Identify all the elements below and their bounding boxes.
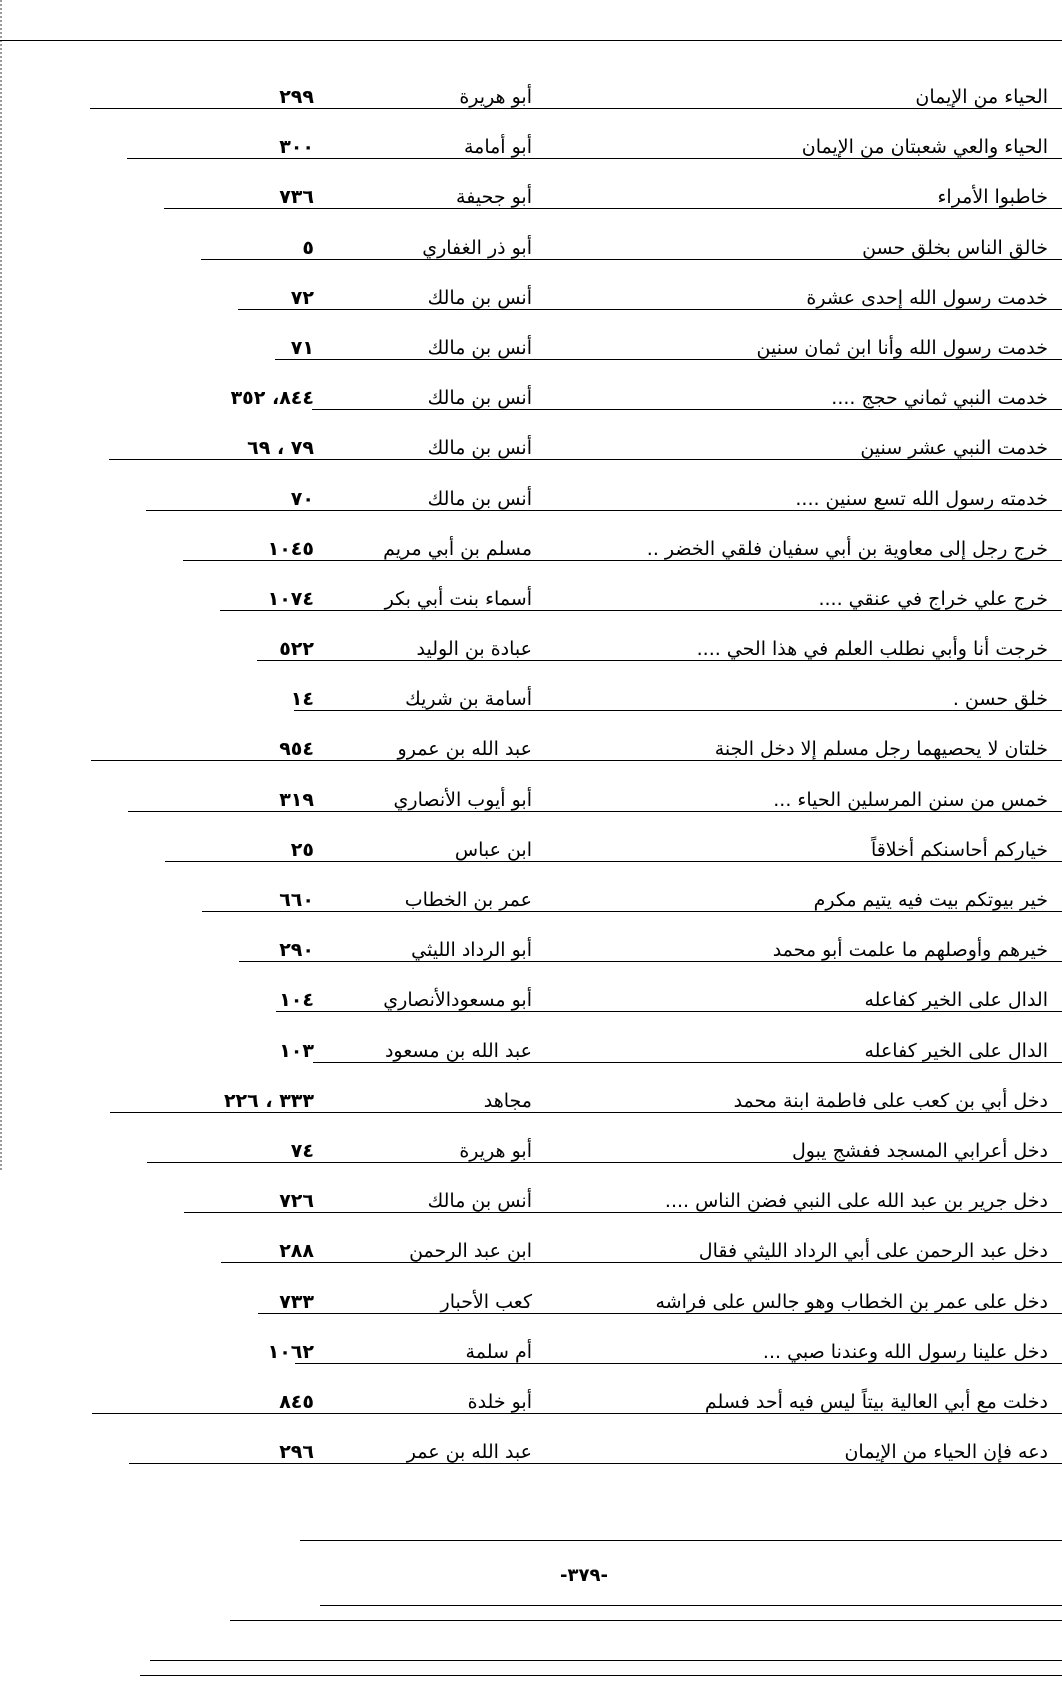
hadith-text: خلق حسن .: [952, 688, 1048, 711]
hadith-text: خالق الناس بخلق حسن: [862, 236, 1048, 259]
hadith-text: خدمته رسول الله تسع سنين ....: [795, 487, 1048, 510]
narrator-name: أم سلمة: [465, 1340, 532, 1363]
reference-number: ٢٨٨: [279, 1240, 314, 1263]
row-underline: [220, 610, 1062, 611]
narrator-name: مسلم بن أبي مريم: [383, 537, 532, 560]
narrator-name: أنس بن مالك: [427, 336, 532, 359]
narrator-name: عبد الله بن عمرو: [397, 738, 532, 761]
reference-number: ٧٣٦: [279, 186, 314, 209]
narrator-name: أبو مسعودالأنصاري: [383, 989, 532, 1012]
narrator-name: أسماء بنت أبي بكر: [384, 587, 532, 610]
reference-number: ٢٩٠: [279, 939, 314, 962]
row-underline: [258, 1313, 1062, 1314]
reference-number: ٨٤٤، ٣٥٢: [230, 387, 314, 410]
scan-line: [140, 1675, 1062, 1676]
row-underline: [276, 1011, 1062, 1012]
row-underline: [183, 560, 1062, 561]
narrator-name: أبو أمامة: [463, 136, 532, 159]
table-row: [0, 512, 1062, 562]
reference-number: ٢٩٦: [279, 1441, 314, 1464]
hadith-text: الحياء والعي شعبتان من الإيمان: [801, 136, 1048, 159]
row-underline: [146, 510, 1062, 511]
row-underline: [257, 660, 1062, 661]
reference-number: ١٠٤٥: [267, 537, 314, 560]
reference-number: ٣٠٠: [279, 136, 314, 159]
hadith-text: خدمت رسول الله إحدى عشرة: [806, 286, 1048, 309]
narrator-name: أنس بن مالك: [427, 487, 532, 510]
narrator-name: عمر بن الخطاب: [404, 889, 532, 911]
hadith-text: دخل أعرابي المسجد ففشج يبول: [791, 1139, 1048, 1162]
table-row: [0, 411, 1062, 461]
reference-number: ٣٣٣ ، ٢٢٦: [223, 1089, 314, 1112]
narrator-name: أنس بن مالك: [427, 437, 532, 460]
hadith-text: دخلت مع أبي العالية بيتاً ليس فيه أحد فسلم: [704, 1390, 1048, 1413]
narrator-name: عبادة بن الوليد: [416, 638, 532, 661]
reference-number: ٦٦٠: [279, 889, 314, 911]
hadith-text: الدال على الخير كفاعله: [864, 1039, 1048, 1062]
hadith-text: خاطبوا الأمراء: [937, 186, 1048, 209]
row-underline: [90, 108, 1062, 109]
reference-number: ٢٥: [290, 838, 314, 861]
hadith-text: خير بيوتكم بيت فيه يتيم مكرم: [813, 889, 1048, 911]
row-underline: [313, 1062, 1062, 1063]
scan-line: [230, 1620, 1062, 1621]
narrator-name: عبد الله بن مسعود: [384, 1039, 532, 1062]
table-row: [0, 813, 1062, 863]
reference-number: ١٠٤: [279, 989, 314, 1012]
hadith-text: خرجت أنا وأبي نطلب العلم في هذا الحي ....: [696, 638, 1048, 661]
reference-number: ٧١: [290, 336, 314, 359]
narrator-name: ابن عباس: [454, 838, 532, 861]
table-row: [0, 562, 1062, 612]
reference-number: ٧٤: [290, 1139, 314, 1162]
narrator-name: أبو أيوب الأنصاري: [393, 788, 532, 811]
hadith-text: خدمت النبي عشر سنين: [860, 437, 1048, 460]
reference-number: ١٠٦٢: [267, 1340, 314, 1363]
hadith-text: خدمت رسول الله وأنا ابن ثمان سنين: [756, 336, 1048, 359]
row-underline: [202, 911, 1062, 912]
scan-line: [300, 1540, 1062, 1541]
scan-line: [320, 1605, 1062, 1606]
reference-number: ٥٢٢: [279, 638, 314, 661]
scan-line: [150, 1660, 1062, 1661]
row-underline: [294, 710, 1062, 711]
row-underline: [127, 158, 1062, 159]
hadith-text: دخل جرير بن عبد الله على النبي فضن الناس ....: [664, 1190, 1048, 1213]
hadith-text: الدال على الخير كفاعله: [864, 989, 1048, 1012]
hadith-text: خيرهم وأوصلهم ما علمت أبو محمد: [772, 939, 1048, 962]
row-underline: [312, 409, 1062, 410]
narrator-name: أبو ذر الغفاري: [422, 236, 532, 259]
table-row: [0, 1164, 1062, 1214]
hadith-text: خمس من سنن المرسلين الحياء ...: [773, 788, 1048, 811]
row-underline: [295, 1363, 1062, 1364]
row-underline: [221, 1262, 1062, 1263]
hadith-text: خدمت النبي ثماني حجج ....: [831, 387, 1048, 410]
hadith-text: خرج رجل إلى معاوية بن أبي سفيان فلقي الخضر ..: [646, 537, 1048, 560]
reference-number: ٢٩٩: [279, 86, 314, 108]
reference-number: ٨٤٥: [279, 1390, 314, 1413]
table-row: [0, 712, 1062, 762]
row-underline: [92, 1413, 1062, 1414]
hadith-text: دعه فإن الحياء من الإيمان: [844, 1441, 1048, 1464]
narrator-name: أنس بن مالك: [427, 387, 532, 410]
hadith-text: خياركم أحاسنكم أخلاقاً: [870, 838, 1048, 861]
hadith-text: دخل على عمر بن الخطاب وهو جالس على فراشه: [655, 1290, 1048, 1313]
table-row: [0, 110, 1062, 160]
table-row: [0, 361, 1062, 411]
narrator-name: ابن عبد الرحمن: [409, 1240, 532, 1263]
table-row: [0, 261, 1062, 311]
table-row: [0, 1114, 1062, 1164]
row-underline: [184, 1212, 1062, 1213]
narrator-name: أسامة بن شريك: [405, 688, 532, 711]
reference-number: ٧٢٦: [279, 1190, 314, 1213]
narrator-name: أنس بن مالك: [427, 286, 532, 309]
reference-number: ٧٩ ، ٦٩: [247, 437, 314, 460]
narrator-name: أنس بن مالك: [427, 1190, 532, 1213]
top-rule: [0, 40, 1062, 41]
narrator-name: مجاهد: [483, 1089, 532, 1112]
row-underline: [201, 259, 1062, 260]
reference-number: ٧٢: [290, 286, 314, 309]
hadith-text: الحياء من الإيمان: [915, 86, 1048, 108]
reference-number: ٩٥٤: [279, 738, 314, 761]
reference-number: ٧٣٣: [279, 1290, 314, 1313]
hadith-text: خرج علي خراج في عنقي ....: [818, 587, 1048, 610]
narrator-name: أبو خلدة: [467, 1390, 532, 1413]
table-row: [0, 763, 1062, 813]
narrator-name: أبو جحيفة: [456, 186, 532, 209]
hadith-text: دخل علينا رسول الله وعندنا صبي ...: [762, 1340, 1048, 1363]
table-row: [0, 963, 1062, 1013]
index-table: [0, 60, 1062, 1465]
table-row: [0, 160, 1062, 210]
row-underline: [128, 811, 1062, 812]
row-underline: [239, 961, 1062, 962]
hadith-text: دخل أبي بن كعب على فاطمة ابنة محمد: [733, 1089, 1048, 1112]
table-row: [0, 1064, 1062, 1114]
row-underline: [238, 309, 1062, 310]
row-underline: [147, 1162, 1062, 1163]
table-row: [0, 1014, 1062, 1064]
narrator-name: كعب الأحبار: [440, 1290, 532, 1313]
hadith-text: دخل عبد الرحمن على أبي الرداد الليثي فقال: [698, 1240, 1048, 1263]
row-underline: [164, 208, 1062, 209]
narrator-name: عبد الله بن عمر: [406, 1441, 532, 1464]
reference-number: ١٠٣: [279, 1039, 314, 1062]
reference-number: ٣١٩: [279, 788, 314, 811]
narrator-name: أبو هريرة: [459, 1139, 532, 1162]
table-row: [0, 1265, 1062, 1315]
row-underline: [110, 1112, 1062, 1113]
hadith-text: خلتان لا يحصيهما رجل مسلم إلا دخل الجنة: [714, 738, 1048, 761]
reference-number: ١٤: [290, 688, 314, 711]
table-row: [0, 211, 1062, 261]
reference-number: ١٠٧٤: [267, 587, 314, 610]
table-row: [0, 1365, 1062, 1415]
table-row: [0, 913, 1062, 963]
reference-number: ٧٠: [290, 487, 314, 510]
row-underline: [275, 359, 1062, 360]
row-underline: [91, 760, 1062, 761]
table-row: [0, 462, 1062, 512]
table-row: [0, 662, 1062, 712]
table-row: [0, 1415, 1062, 1465]
page-number: -٣٧٩-: [560, 1565, 608, 1586]
table-row: [0, 311, 1062, 361]
reference-number: ٥: [302, 236, 314, 259]
row-underline: [109, 459, 1062, 460]
table-row: [0, 1315, 1062, 1365]
table-row: [0, 60, 1062, 110]
table-row: [0, 612, 1062, 662]
row-underline: [129, 1463, 1062, 1464]
narrator-name: أبو هريرة: [459, 86, 532, 108]
row-underline: [165, 861, 1062, 862]
narrator-name: أبو الرداد الليثي: [411, 939, 532, 962]
table-row: [0, 1214, 1062, 1264]
table-row: [0, 863, 1062, 913]
